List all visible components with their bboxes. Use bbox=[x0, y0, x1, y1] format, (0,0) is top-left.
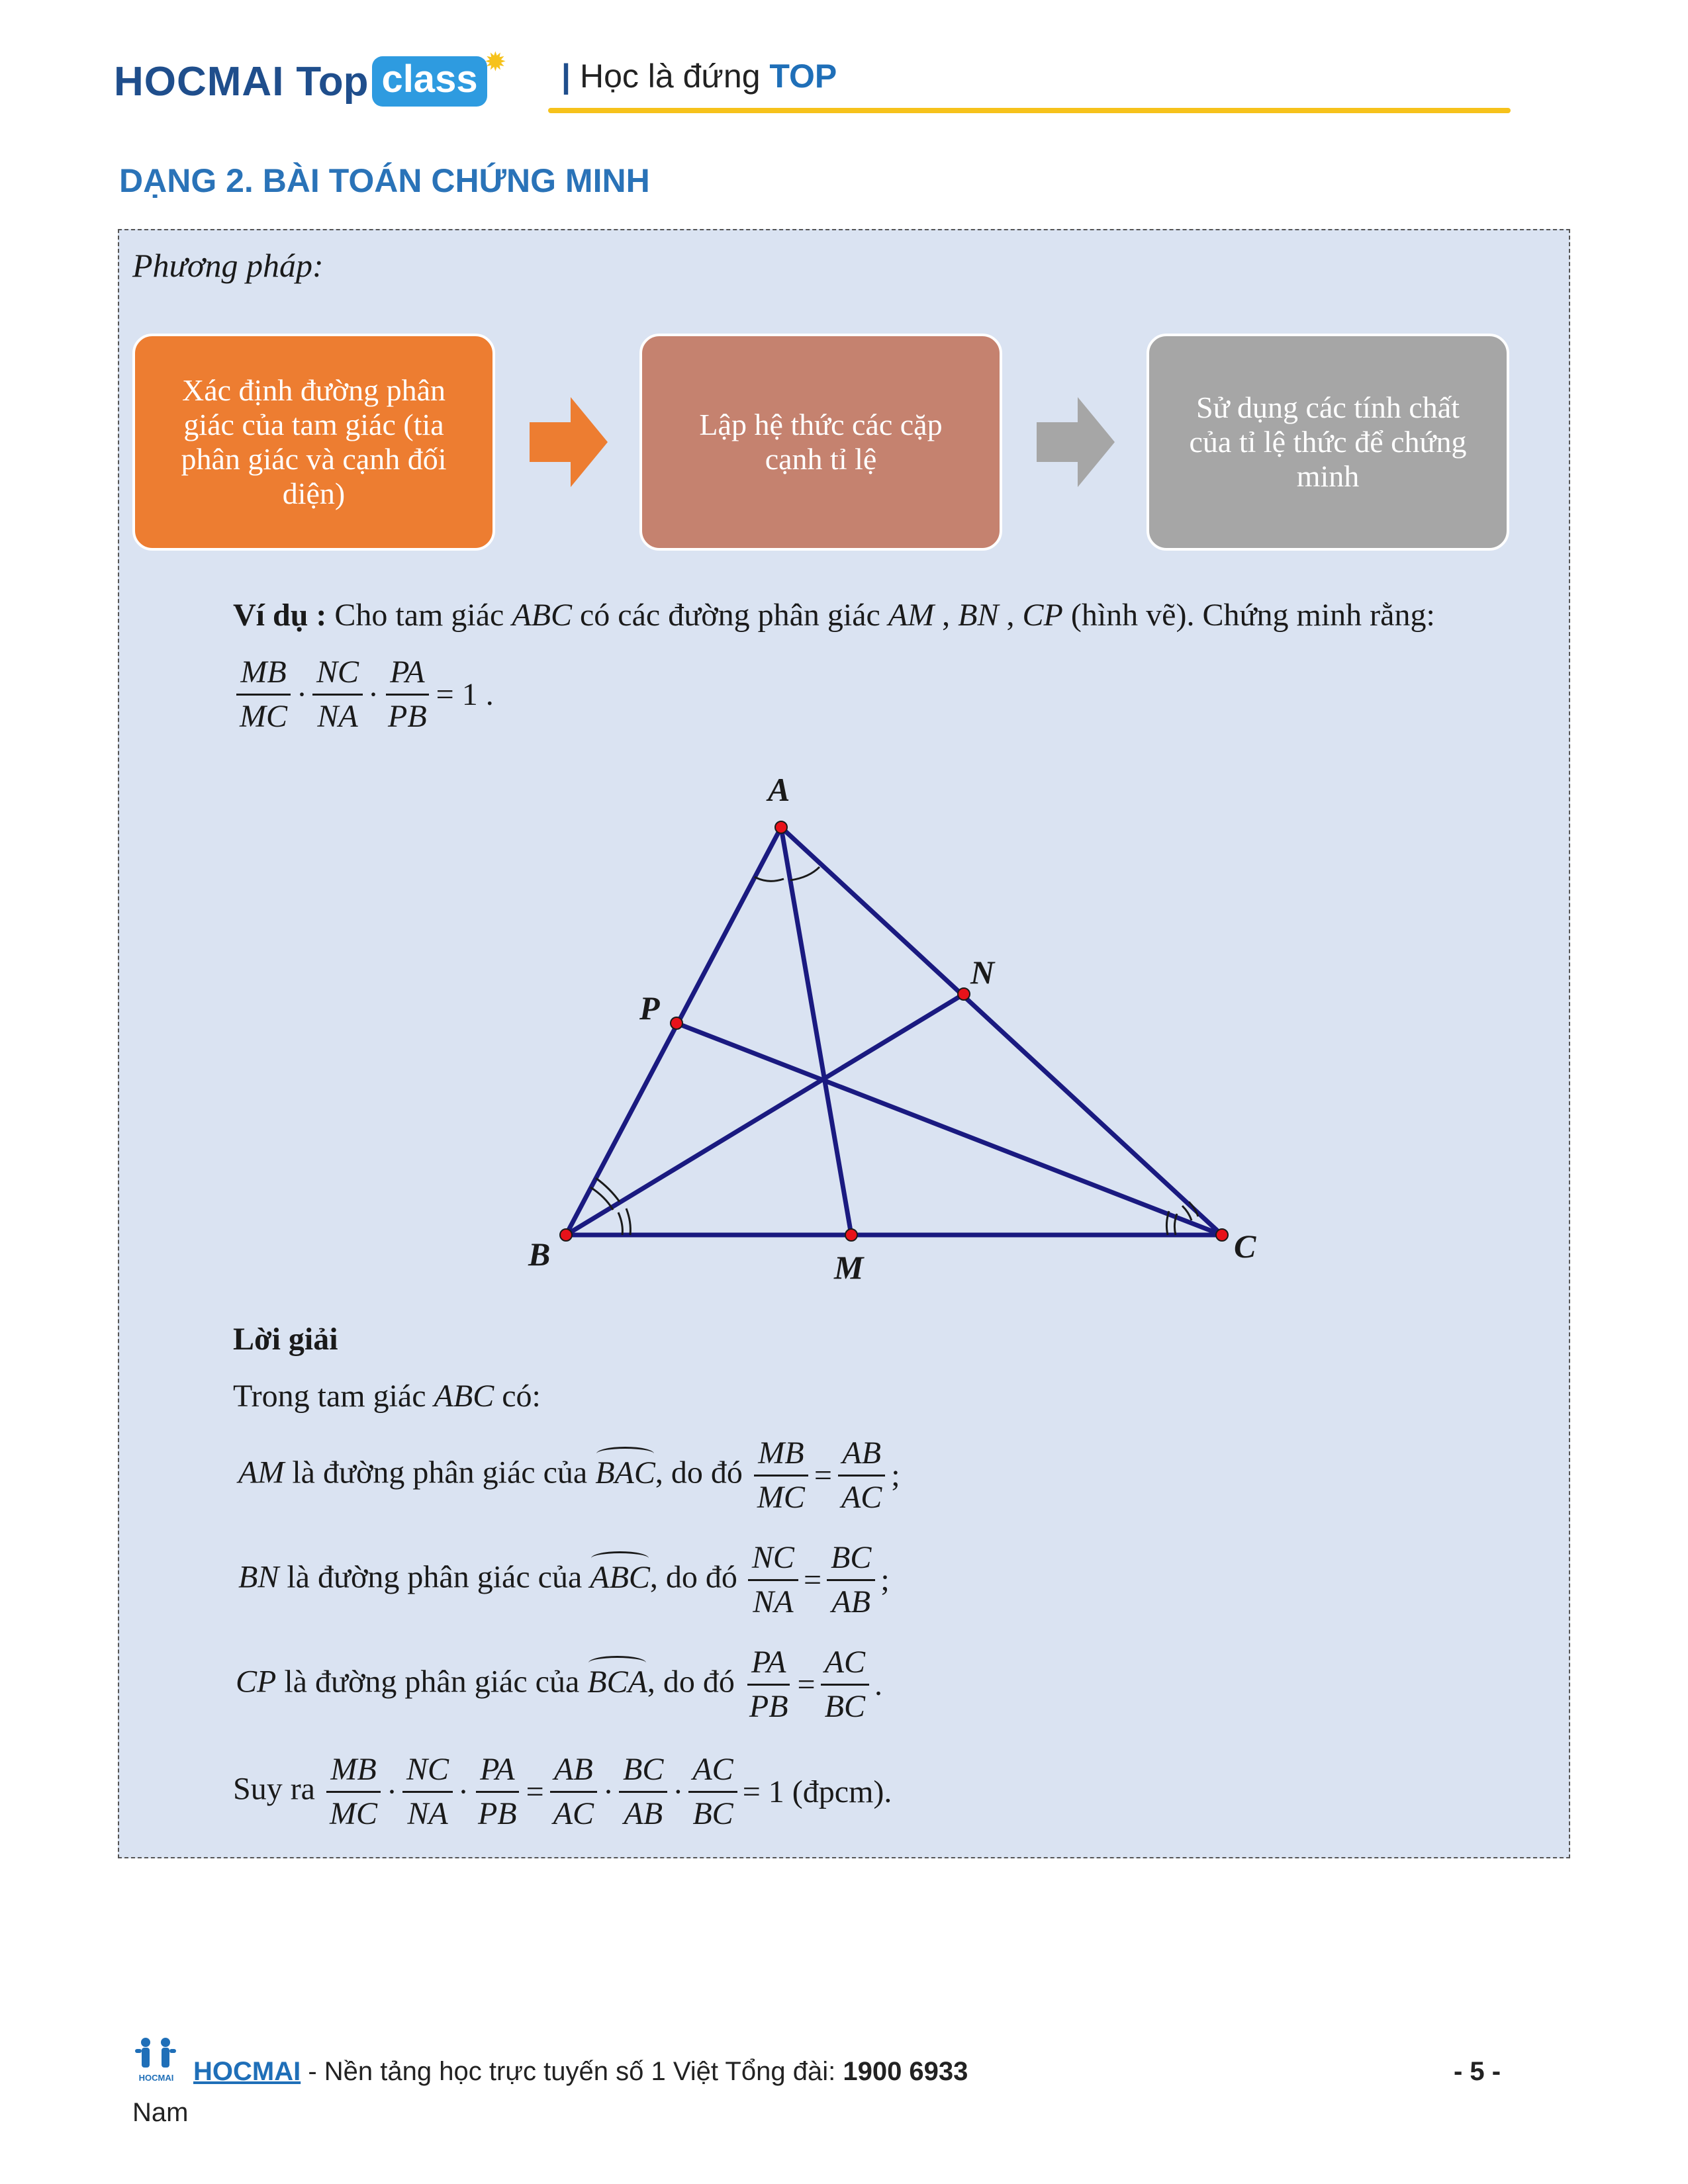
hocmai-topclass-logo bbox=[114, 46, 507, 111]
angle-abc: ABC bbox=[590, 1553, 650, 1596]
method-step-1: Xác định đường phân giác của tam giác (tia phân giác và cạnh đối diện) bbox=[132, 334, 495, 551]
var-am: AM bbox=[888, 598, 935, 633]
angle-mark-b2b bbox=[618, 1212, 622, 1235]
footer-brand-link[interactable]: HOCMAI bbox=[193, 2057, 301, 2086]
angle-mark-c1b bbox=[1174, 1214, 1177, 1235]
page-number: - 5 - bbox=[1454, 2057, 1501, 2086]
angle-bca: BCA bbox=[587, 1657, 647, 1700]
angle-mark-a2 bbox=[790, 867, 820, 880]
example-text: (hình vẽ). Chứng minh rằng: bbox=[1070, 598, 1435, 633]
var-abc: ABC bbox=[512, 598, 572, 633]
equation-end: = 1 . bbox=[436, 677, 494, 712]
tagline-text: Học là đứng bbox=[580, 58, 770, 95]
solution-heading: Lời giải bbox=[233, 1322, 338, 1357]
point-p bbox=[671, 1017, 682, 1029]
method-step-2: Lập hệ thức các cặp cạnh tỉ lệ bbox=[639, 334, 1002, 551]
fraction: $\frac{MB}{MC}$ bbox=[236, 654, 291, 735]
footer-text: HOCMAI - Nền tảng học trực tuyến số 1 Việt Tổng đài: 1900 6933 bbox=[193, 2057, 968, 2086]
tagline-divider: | bbox=[561, 58, 571, 95]
example-label: Ví dụ : bbox=[233, 598, 327, 633]
logo-top-text: Top bbox=[296, 58, 369, 105]
side-ab bbox=[566, 827, 781, 1235]
fraction: $\frac{NC}{NA}$ bbox=[312, 654, 363, 735]
side-ac bbox=[781, 827, 1222, 1235]
arrow-right-icon bbox=[530, 397, 612, 487]
hocmai-footer-logo-icon bbox=[130, 2034, 183, 2087]
header-underline bbox=[548, 108, 1511, 113]
footer-text-continued: Nam bbox=[132, 2098, 189, 2127]
method-step-3: Sử dụng các tính chất của tỉ lệ thức để chứng minh bbox=[1147, 334, 1509, 551]
point-n bbox=[958, 988, 970, 1000]
sun-icon: ✹ bbox=[484, 46, 507, 77]
angle-mark-c1 bbox=[1166, 1211, 1169, 1235]
bisector-am bbox=[781, 827, 851, 1235]
var-bn: BN bbox=[958, 598, 999, 633]
label-b: B bbox=[528, 1236, 551, 1273]
angle-mark-b2 bbox=[626, 1208, 630, 1235]
label-c: C bbox=[1234, 1228, 1256, 1265]
point-c bbox=[1216, 1229, 1228, 1241]
triangle-figure bbox=[503, 768, 1297, 1284]
angle-bac: BAC bbox=[595, 1448, 655, 1491]
solution-line-am: AM là đường phân giác của BAC, do đó $\frac{MB}{MC}$ = $\frac{AB}{AC}$ ; bbox=[238, 1435, 900, 1515]
label-m: M bbox=[834, 1249, 864, 1284]
section-title: DẠNG 2. BÀI TOÁN CHỨNG MINH bbox=[119, 162, 650, 199]
point-a bbox=[775, 821, 787, 833]
label-n: N bbox=[970, 954, 995, 991]
fraction: $\frac{PA}{PB}$ bbox=[384, 654, 431, 735]
example-equation: $\frac{MB}{MC}$ · $\frac{NC}{NA}$ · $\frac{PA}{PB}$ = 1 . bbox=[233, 654, 496, 735]
angle-mark-b1 bbox=[596, 1178, 620, 1202]
var-cp: CP bbox=[1022, 598, 1063, 633]
label-a: A bbox=[768, 771, 790, 808]
method-label-text: Phương pháp bbox=[132, 247, 312, 284]
footer-phone: 1900 6933 bbox=[843, 2057, 968, 2086]
point-m bbox=[845, 1229, 857, 1241]
example-statement: Ví dụ : Cho tam giác ABC có các đường phân giác AM , BN , CP (hình vẽ). Chứng minh rằng: bbox=[233, 598, 1435, 633]
method-label: Phương pháp: bbox=[132, 247, 324, 284]
svg-text:HOCMAI: HOCMAI bbox=[138, 2073, 174, 2083]
bisector-bn bbox=[566, 994, 964, 1235]
point-b bbox=[560, 1229, 572, 1241]
solution-conclusion: Suy ra $\frac{MB}{MC}$ · $\frac{NC}{NA}$ · $\frac{PA}{PB}$ = $\frac{AB}{AC}$ · $\frac{BC}{AB}$ · $\frac{AC}{BC}$ = 1 (đpcm). bbox=[233, 1752, 892, 1831]
example-text: Cho tam giác bbox=[334, 598, 504, 633]
angle-mark-a1 bbox=[755, 877, 784, 881]
tagline-top: TOP bbox=[769, 58, 837, 95]
arrow-right-icon bbox=[1037, 397, 1119, 487]
example-text: có các đường phân giác bbox=[579, 598, 880, 633]
label-p: P bbox=[639, 989, 660, 1026]
solution-line-cp: CP là đường phân giác của BCA, do đó $\frac{PA}{PB}$ = $\frac{AC}{BC}$ . bbox=[236, 1645, 882, 1724]
solution-intro: Trong tam giác ABC có: bbox=[233, 1379, 541, 1414]
logo-hocmai-text: HOCMAI bbox=[114, 58, 285, 105]
solution-line-bn: BN là đường phân giác của ABC, do đó $\frac{NC}{NA}$ = $\frac{BC}{AB}$ ; bbox=[238, 1540, 890, 1619]
logo-class-badge: class bbox=[372, 56, 487, 107]
header-tagline bbox=[561, 57, 837, 95]
bisector-cp bbox=[677, 1023, 1222, 1235]
